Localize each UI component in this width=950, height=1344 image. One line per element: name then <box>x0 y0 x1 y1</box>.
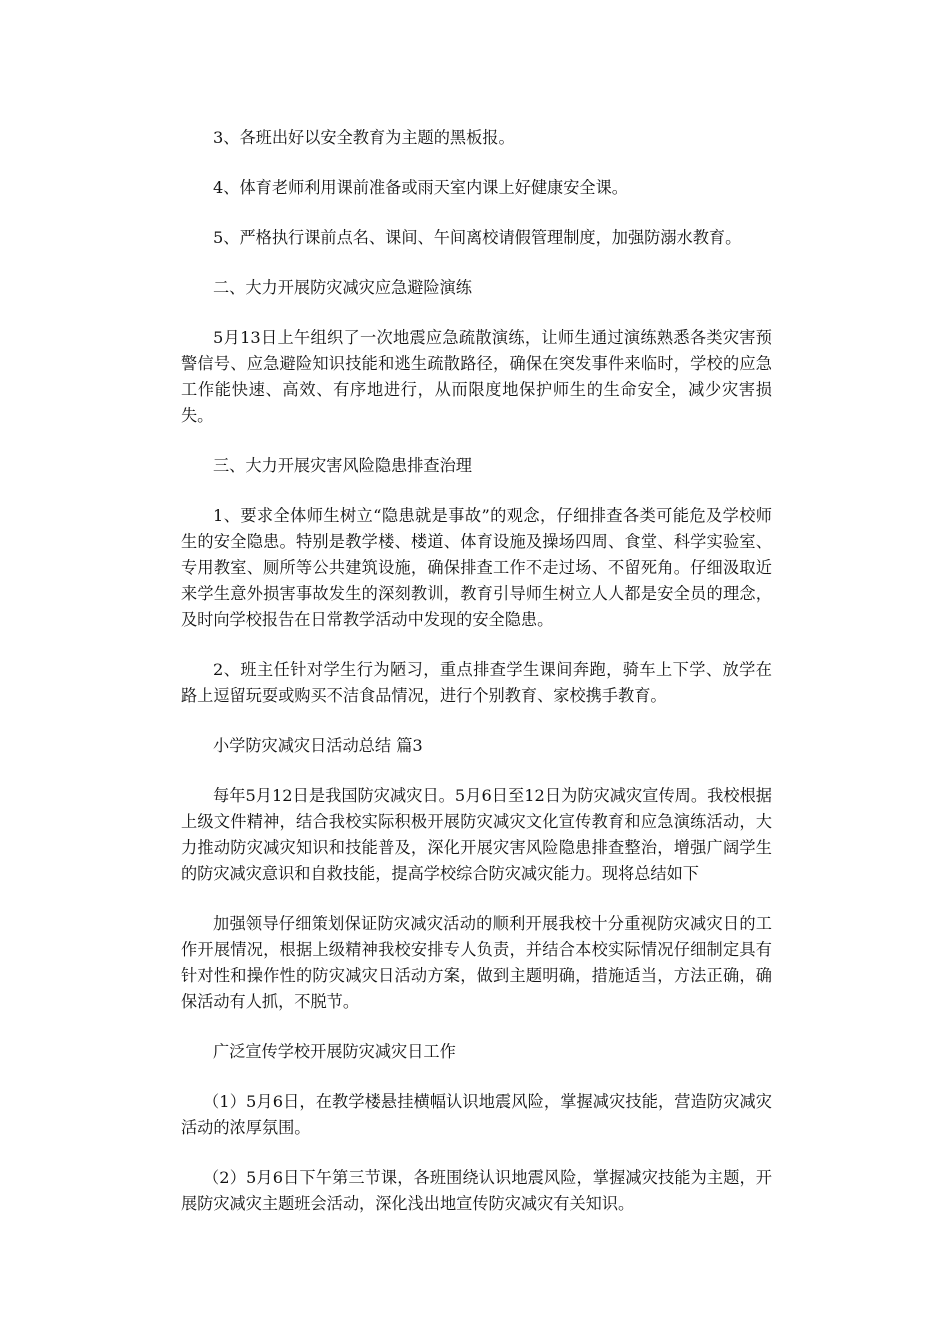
document-body <box>181 125 772 1241</box>
section-heading-publicity: 广泛宣传学校开展防灾减灾日工作 <box>213 1042 456 1061</box>
article-title-part3: 小学防灾减灾日活动总结 篇3 <box>213 736 423 755</box>
paragraph-item-4: 4、体育老师利用课前准备或雨天室内课上好健康安全课。 <box>213 178 628 197</box>
paragraph-hazard-1: 1、要求全体师生树立“隐患就是事故”的观念，仔细排查各类可能危及学校师生的安全隐患。特别是教学楼、楼道、体育设施及操场四周、食堂、科学实验室、专用教室、厕所等公共建筑设施，确保排查工作不走过场、不留死角。仔细汲取近来学生意外损害事故发生的深刻教训，教育引导师生树立人人都是安全员的理念，及时向学校报告在日常教学活动中发现的安全隐患。 <box>181 506 772 629</box>
paragraph-publicity-1: （1）5月6日，在教学楼悬挂横幅认识地震风险，掌握减灾技能，营造防灾减灾活动的浓厚氛围。 <box>181 1092 772 1137</box>
paragraph-item-3: 3、各班出好以安全教育为主题的黑板报。 <box>213 128 515 147</box>
paragraph-leadership: 加强领导仔细策划保证防灾减灾活动的顺利开展我校十分重视防灾减灾日的工作开展情况，根据上级精神我校安排专人负责，并结合本校实际情况仔细制定具有针对性和操作性的防灾减灾日活动方案，做到主题明确，措施适当，方法正确，确保活动有人抓，不脱节。 <box>181 914 772 1011</box>
paragraph-hazard-2: 2、班主任针对学生行为陋习，重点排查学生课间奔跑，骑车上下学、放学在路上逗留玩耍或购买不洁食品情况，进行个别教育、家校携手教育。 <box>181 660 772 705</box>
paragraph-intro: 每年5月12日是我国防灾减灾日。5月6日至12日为防灾减灾宣传周。我校根据上级文件精神，结合我校实际积极开展防灾减灾文化宣传教育和应急演练活动，大力推动防灾减灾知识和技能普及，深化开展灾害风险隐患排查整治，增强广阔学生的防灾减灾意识和自救技能，提高学校综合防灾减灾能力。现将总结如下 <box>181 786 772 883</box>
section-heading-3: 三、大力开展灾害风险隐患排查治理 <box>213 456 472 475</box>
paragraph-item-5: 5、严格执行课前点名、课间、午间离校请假管理制度，加强防溺水教育。 <box>213 228 742 247</box>
paragraph-publicity-2: （2）5月6日下午第三节课，各班围绕认识地震风险，掌握减灾技能为主题，开展防灾减灾主题班会活动，深化浅出地宣传防灾减灾有关知识。 <box>181 1168 772 1213</box>
paragraph-drill: 5月13日上午组织了一次地震应急疏散演练，让师生通过演练熟悉各类灾害预警信号、应急避险知识技能和逃生疏散路径，确保在突发事件来临时，学校的应急工作能快速、高效、有序地进行，从而限度地保护师生的生命安全，减少灾害损失。 <box>181 328 772 425</box>
section-heading-2: 二、大力开展防灾减灾应急避险演练 <box>213 278 472 297</box>
